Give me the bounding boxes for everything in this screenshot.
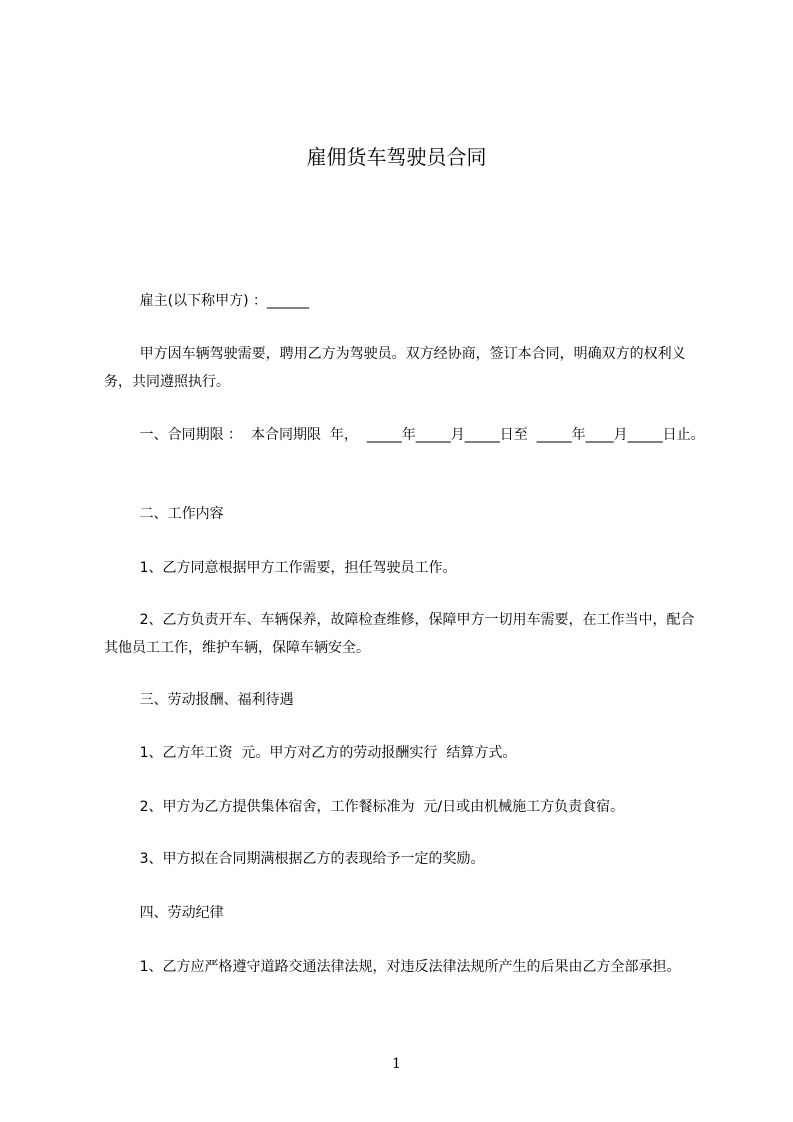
- intro-paragraph: 甲方因车辆驾驶需要，聘用乙方为驾驶员。双方经协商，签订本合同，明确双方的权利义务，共同遵照执行。: [104, 346, 686, 390]
- discipline-clause-1: 1、乙方应严格遵守道路交通法律法规，对违反法律法规所产生的后果由乙方全部承担。: [104, 959, 681, 975]
- compensation-clause-2: 2、甲方为乙方提供集体宿舍，工作餐标准为 元/日或由机械施工方负责食宿。: [104, 799, 625, 815]
- compensation-clause-1: 1、乙方年工资 元。甲方对乙方的劳动报酬实行 结算方式。: [104, 745, 517, 761]
- contract-term-clause: 一、合同期限 ： 本合同期限 年， _____年_____月_____日至 _____年____月_____日止。: [104, 427, 705, 443]
- section-heading-compensation: 三、劳动报酬、福利待遇: [104, 692, 294, 708]
- document-title: 雇佣货车驾驶员合同: [306, 145, 487, 169]
- work-clause-1: 1、乙方同意根据甲方工作需要，担任驾驶员工作。: [104, 560, 457, 576]
- section-heading-discipline: 四、劳动纪律: [104, 905, 224, 921]
- section-heading-work-content: 二、工作内容: [104, 506, 224, 522]
- compensation-clause-3: 3、甲方拟在合同期满根据乙方的表现给予一定的奖励。: [104, 851, 485, 867]
- employer-line: 雇主(以下称甲方) ：______: [104, 293, 309, 309]
- page-number: 1: [392, 1056, 401, 1072]
- work-clause-2: 2、乙方负责开车、车辆保养，故障检查维修，保障甲方一切用车需要，在工作当中，配合其他员工工作，维护车辆，保障车辆安全。: [104, 612, 695, 656]
